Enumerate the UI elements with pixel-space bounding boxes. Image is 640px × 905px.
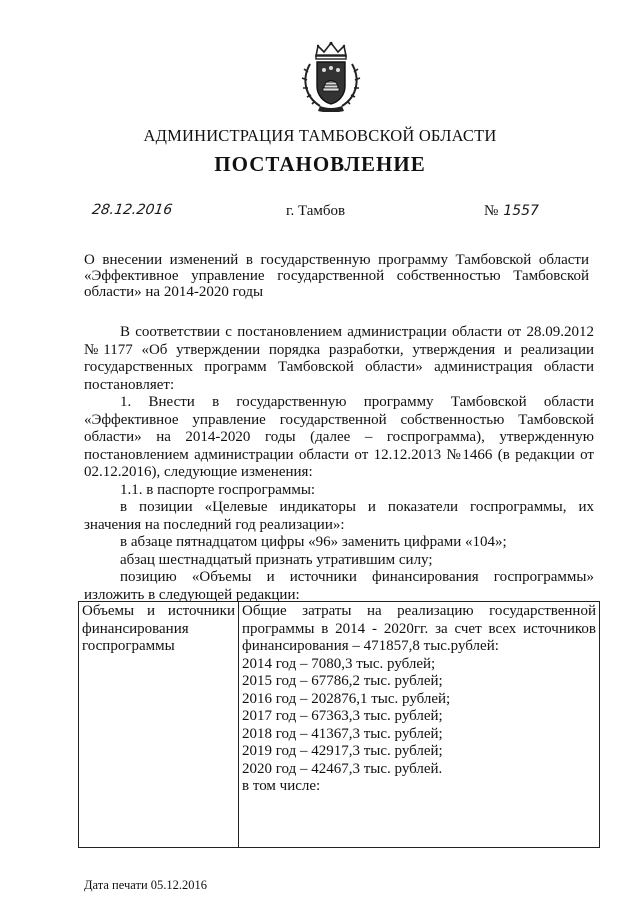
financing-including: в том числе: [242,778,321,794]
document-type-title: ПОСТАНОВЛЕНИЕ [214,152,426,176]
financing-total: Общие затраты на реализацию государственной программы в 2014 - 2020гг. за счет всех источников финансирования – 471857,8 тыс.рублей: [242,603,596,654]
financing-year-line: 2019 год – 42917,3 тыс. рублей; [242,743,443,759]
body-paragraph: В соответствии с постановлением администрации области от 28.09.2012 №1177 «Об утверждении порядка разработки, утверждения и реализации государственных программ Тамбовской области» администрация области постановляет: [84,324,594,393]
number-sign: № [484,203,499,219]
coat-of-arms-emblem [298,40,364,112]
document-subject: О внесении изменений в государственную программу Тамбовской области «Эффективное управление государственной собственностью Тамбовской области» на 2014-2020 годы [84,252,589,300]
table-cell-label: Объемы и источники финансирования госпрограммы [79,602,239,848]
body-paragraph: 1. Внести в государственную программу Тамбовской области «Эффективное управление государственной собственностью Тамбовской области» на 2014-2020 годы (далее – госпрограмма), утвержденную постановлением администрации области от 12.12.2013 №1466 (в редакции от 02.12.2016), следующие изменения: [84,394,594,480]
financing-year-line: 2016 год – 202876,1 тыс. рублей; [242,690,451,707]
body-paragraph: в позиции «Целевые индикаторы и показатели госпрограммы, их значения на последний год реализации»: [84,499,594,533]
financing-year-line: 2018 год – 41367,3 тыс. рублей; [242,725,443,742]
financing-year-line: 2014 год – 7080,3 тыс. рублей; [242,655,436,672]
financing-year-line: 2017 год – 67363,3 тыс. рублей; [242,708,443,724]
table-row [79,602,600,848]
body-paragraph: в абзаце пятнадцатом цифры «96» заменить цифрами «104»; [120,534,507,550]
body-paragraph: абзац шестнадцатый признать утратившим силу; [120,551,433,568]
financing-year-line: 2020 год – 42467,3 тыс. рублей. [242,760,443,777]
table-cell-values [239,602,600,848]
body-paragraph: 1.1. в паспорте госпрограммы: [120,481,316,498]
document-city: г. Тамбов [286,203,346,219]
financing-year-line: 2015 год – 67786,2 тыс. рублей; [242,673,443,689]
document-body [84,324,594,604]
print-date: Дата печати 05.12.2016 [84,878,208,892]
financing-table [78,601,600,848]
organization-title: АДМИНИСТРАЦИЯ ТАМБОВСКОЙ ОБЛАСТИ [143,126,497,145]
document-number [484,203,539,220]
handwritten-number: 1557 [503,203,539,219]
body-paragraph: позицию «Объемы и источники финансирования госпрограммы» изложить в следующей редакции: [84,569,594,603]
handwritten-date: 28.12.2016 [90,202,174,218]
